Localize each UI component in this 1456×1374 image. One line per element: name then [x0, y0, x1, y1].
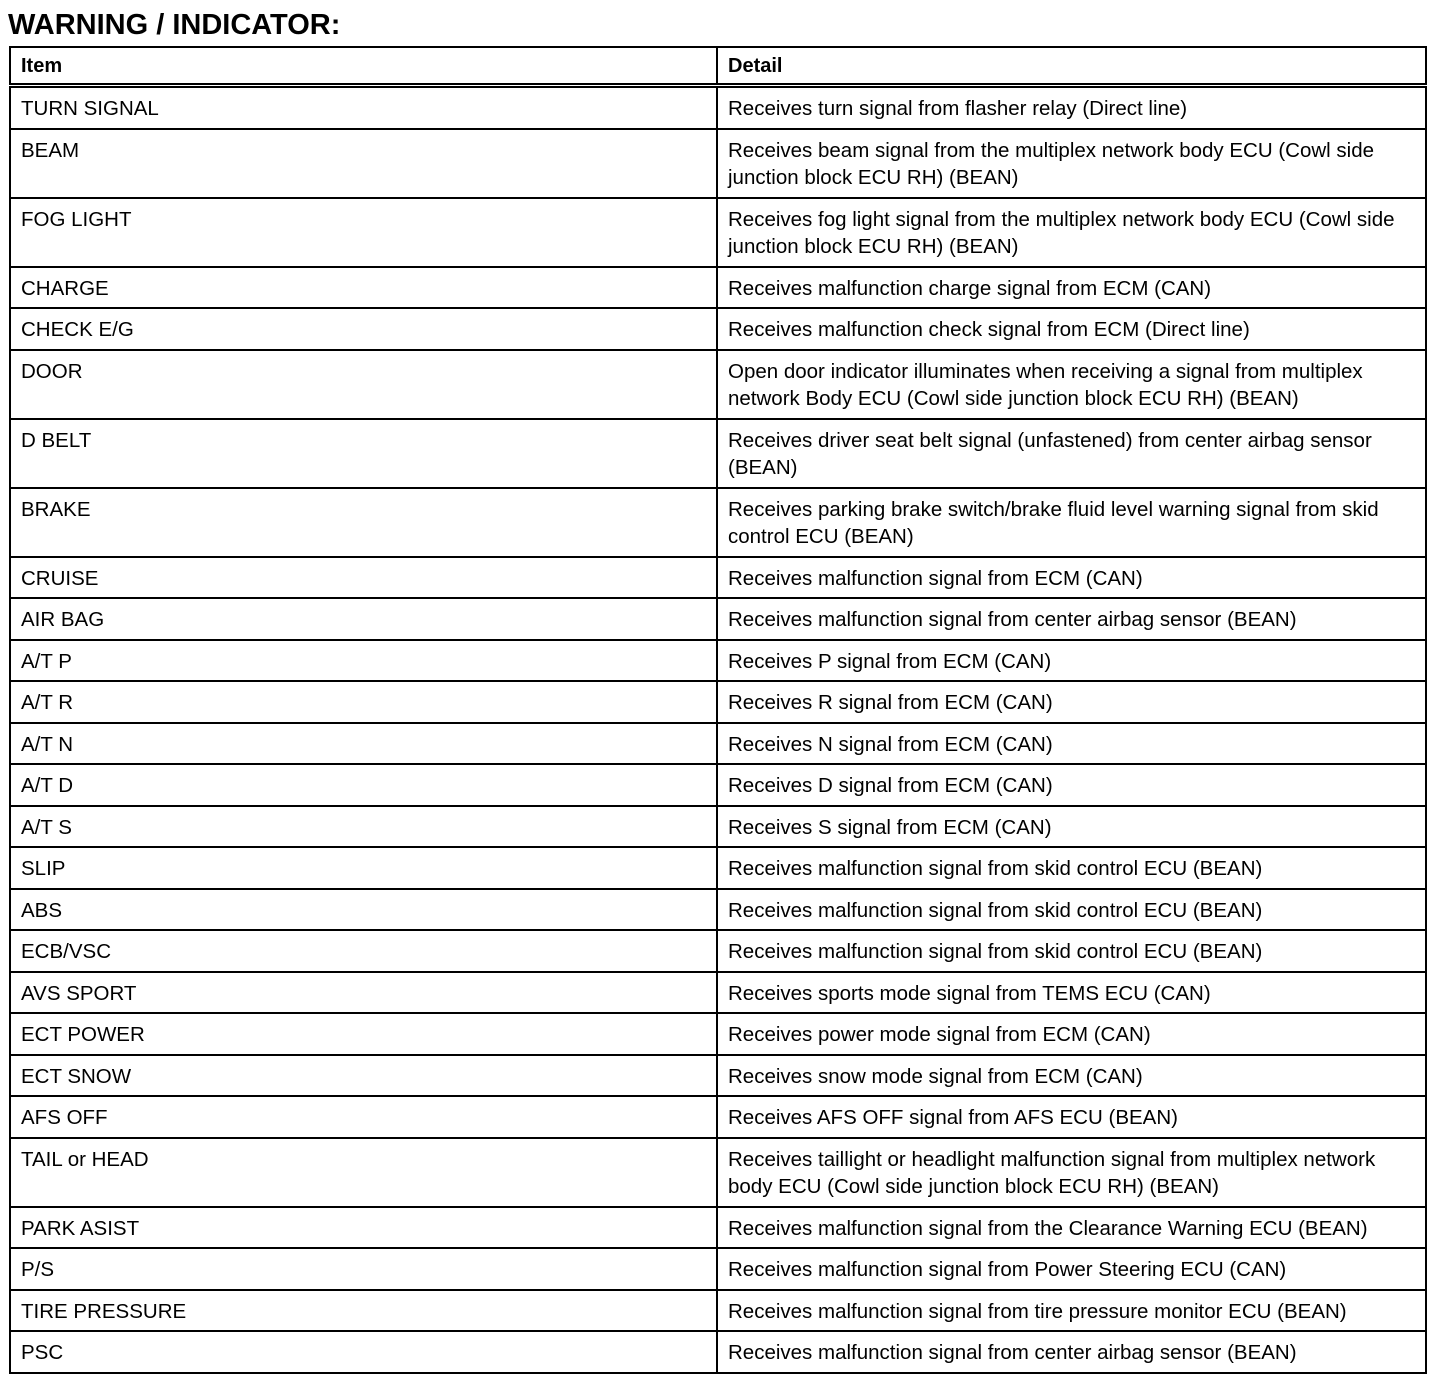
table-row: [10, 889, 1426, 931]
cell-detail: Receives taillight or headlight malfunction signal from multiplex network body ECU (Cowl side junction block ECU RH) (BEAN): [717, 1138, 1426, 1207]
table-header: [10, 47, 1426, 86]
table-row: [10, 419, 1426, 488]
table-row: [10, 557, 1426, 599]
table-row: [10, 1207, 1426, 1249]
cell-detail: Receives malfunction signal from skid control ECU (BEAN): [717, 847, 1426, 889]
table-row: [10, 350, 1426, 419]
warning-indicator-table: [9, 46, 1427, 1374]
cell-item: CRUISE: [10, 557, 717, 599]
cell-detail: Receives malfunction charge signal from ECM (CAN): [717, 267, 1426, 309]
cell-detail: Receives malfunction signal from the Clearance Warning ECU (BEAN): [717, 1207, 1426, 1249]
table-row: [10, 723, 1426, 765]
cell-detail: Receives malfunction signal from tire pressure monitor ECU (BEAN): [717, 1290, 1426, 1332]
cell-item: TIRE PRESSURE: [10, 1290, 717, 1332]
cell-detail: Receives malfunction signal from center airbag sensor (BEAN): [717, 598, 1426, 640]
table-header-row: [10, 47, 1426, 86]
table-row: [10, 847, 1426, 889]
cell-detail: Receives malfunction signal from skid control ECU (BEAN): [717, 889, 1426, 931]
table-row: [10, 806, 1426, 848]
table-row: [10, 1013, 1426, 1055]
column-header-detail: Detail: [717, 47, 1426, 86]
table-row: [10, 308, 1426, 350]
cell-detail: Receives S signal from ECM (CAN): [717, 806, 1426, 848]
cell-detail: Receives malfunction signal from center airbag sensor (BEAN): [717, 1331, 1426, 1373]
cell-item: FOG LIGHT: [10, 198, 717, 267]
table-row: [10, 1290, 1426, 1332]
cell-detail: Receives N signal from ECM (CAN): [717, 723, 1426, 765]
cell-detail: Receives snow mode signal from ECM (CAN): [717, 1055, 1426, 1097]
table-row: [10, 1138, 1426, 1207]
cell-detail: Receives malfunction check signal from ECM (Direct line): [717, 308, 1426, 350]
table-row: [10, 1248, 1426, 1290]
cell-item: ABS: [10, 889, 717, 931]
cell-item: BRAKE: [10, 488, 717, 557]
table-row: [10, 598, 1426, 640]
page-title: WARNING / INDICATOR:: [8, 9, 341, 41]
cell-item: AFS OFF: [10, 1096, 717, 1138]
cell-detail: Receives fog light signal from the multiplex network body ECU (Cowl side junction block ECU RH) (BEAN): [717, 198, 1426, 267]
cell-item: A/T D: [10, 764, 717, 806]
table-row: [10, 198, 1426, 267]
cell-item: TURN SIGNAL: [10, 86, 717, 129]
cell-detail: Receives malfunction signal from ECM (CAN): [717, 557, 1426, 599]
cell-detail: Open door indicator illuminates when receiving a signal from multiplex network Body ECU (Cowl side junction block ECU RH) (BEAN): [717, 350, 1426, 419]
cell-item: TAIL or HEAD: [10, 1138, 717, 1207]
cell-item: ECB/VSC: [10, 930, 717, 972]
cell-detail: Receives sports mode signal from TEMS ECU (CAN): [717, 972, 1426, 1014]
cell-detail: Receives malfunction signal from Power Steering ECU (CAN): [717, 1248, 1426, 1290]
cell-item: ECT SNOW: [10, 1055, 717, 1097]
cell-item: A/T S: [10, 806, 717, 848]
table-row: [10, 267, 1426, 309]
cell-item: A/T P: [10, 640, 717, 682]
cell-item: SLIP: [10, 847, 717, 889]
table-row: [10, 488, 1426, 557]
cell-item: PARK ASIST: [10, 1207, 717, 1249]
cell-item: PSC: [10, 1331, 717, 1373]
cell-detail: Receives power mode signal from ECM (CAN): [717, 1013, 1426, 1055]
table-row: [10, 681, 1426, 723]
cell-detail: Receives P signal from ECM (CAN): [717, 640, 1426, 682]
table-row: [10, 972, 1426, 1014]
column-header-item: Item: [10, 47, 717, 86]
cell-item: A/T R: [10, 681, 717, 723]
table-row: [10, 764, 1426, 806]
cell-detail: Receives AFS OFF signal from AFS ECU (BEAN): [717, 1096, 1426, 1138]
cell-item: CHARGE: [10, 267, 717, 309]
cell-item: P/S: [10, 1248, 717, 1290]
cell-detail: Receives driver seat belt signal (unfastened) from center airbag sensor (BEAN): [717, 419, 1426, 488]
cell-item: ECT POWER: [10, 1013, 717, 1055]
table-row: [10, 640, 1426, 682]
table-row: [10, 1055, 1426, 1097]
cell-detail: Receives R signal from ECM (CAN): [717, 681, 1426, 723]
cell-detail: Receives turn signal from flasher relay (Direct line): [717, 86, 1426, 129]
table-row: [10, 930, 1426, 972]
cell-item: BEAM: [10, 129, 717, 198]
table-row: [10, 1331, 1426, 1373]
cell-detail: Receives D signal from ECM (CAN): [717, 764, 1426, 806]
cell-item: DOOR: [10, 350, 717, 419]
cell-item: D BELT: [10, 419, 717, 488]
cell-item: CHECK E/G: [10, 308, 717, 350]
cell-item: AIR BAG: [10, 598, 717, 640]
cell-detail: Receives malfunction signal from skid control ECU (BEAN): [717, 930, 1426, 972]
table-body: [10, 86, 1426, 1373]
table-row: [10, 86, 1426, 129]
table-row: [10, 1096, 1426, 1138]
cell-detail: Receives parking brake switch/brake fluid level warning signal from skid control ECU (BEAN): [717, 488, 1426, 557]
table-row: [10, 129, 1426, 198]
warning-indicator-table-container: [9, 46, 1425, 1374]
cell-item: A/T N: [10, 723, 717, 765]
cell-detail: Receives beam signal from the multiplex network body ECU (Cowl side junction block ECU RH) (BEAN): [717, 129, 1426, 198]
cell-item: AVS SPORT: [10, 972, 717, 1014]
